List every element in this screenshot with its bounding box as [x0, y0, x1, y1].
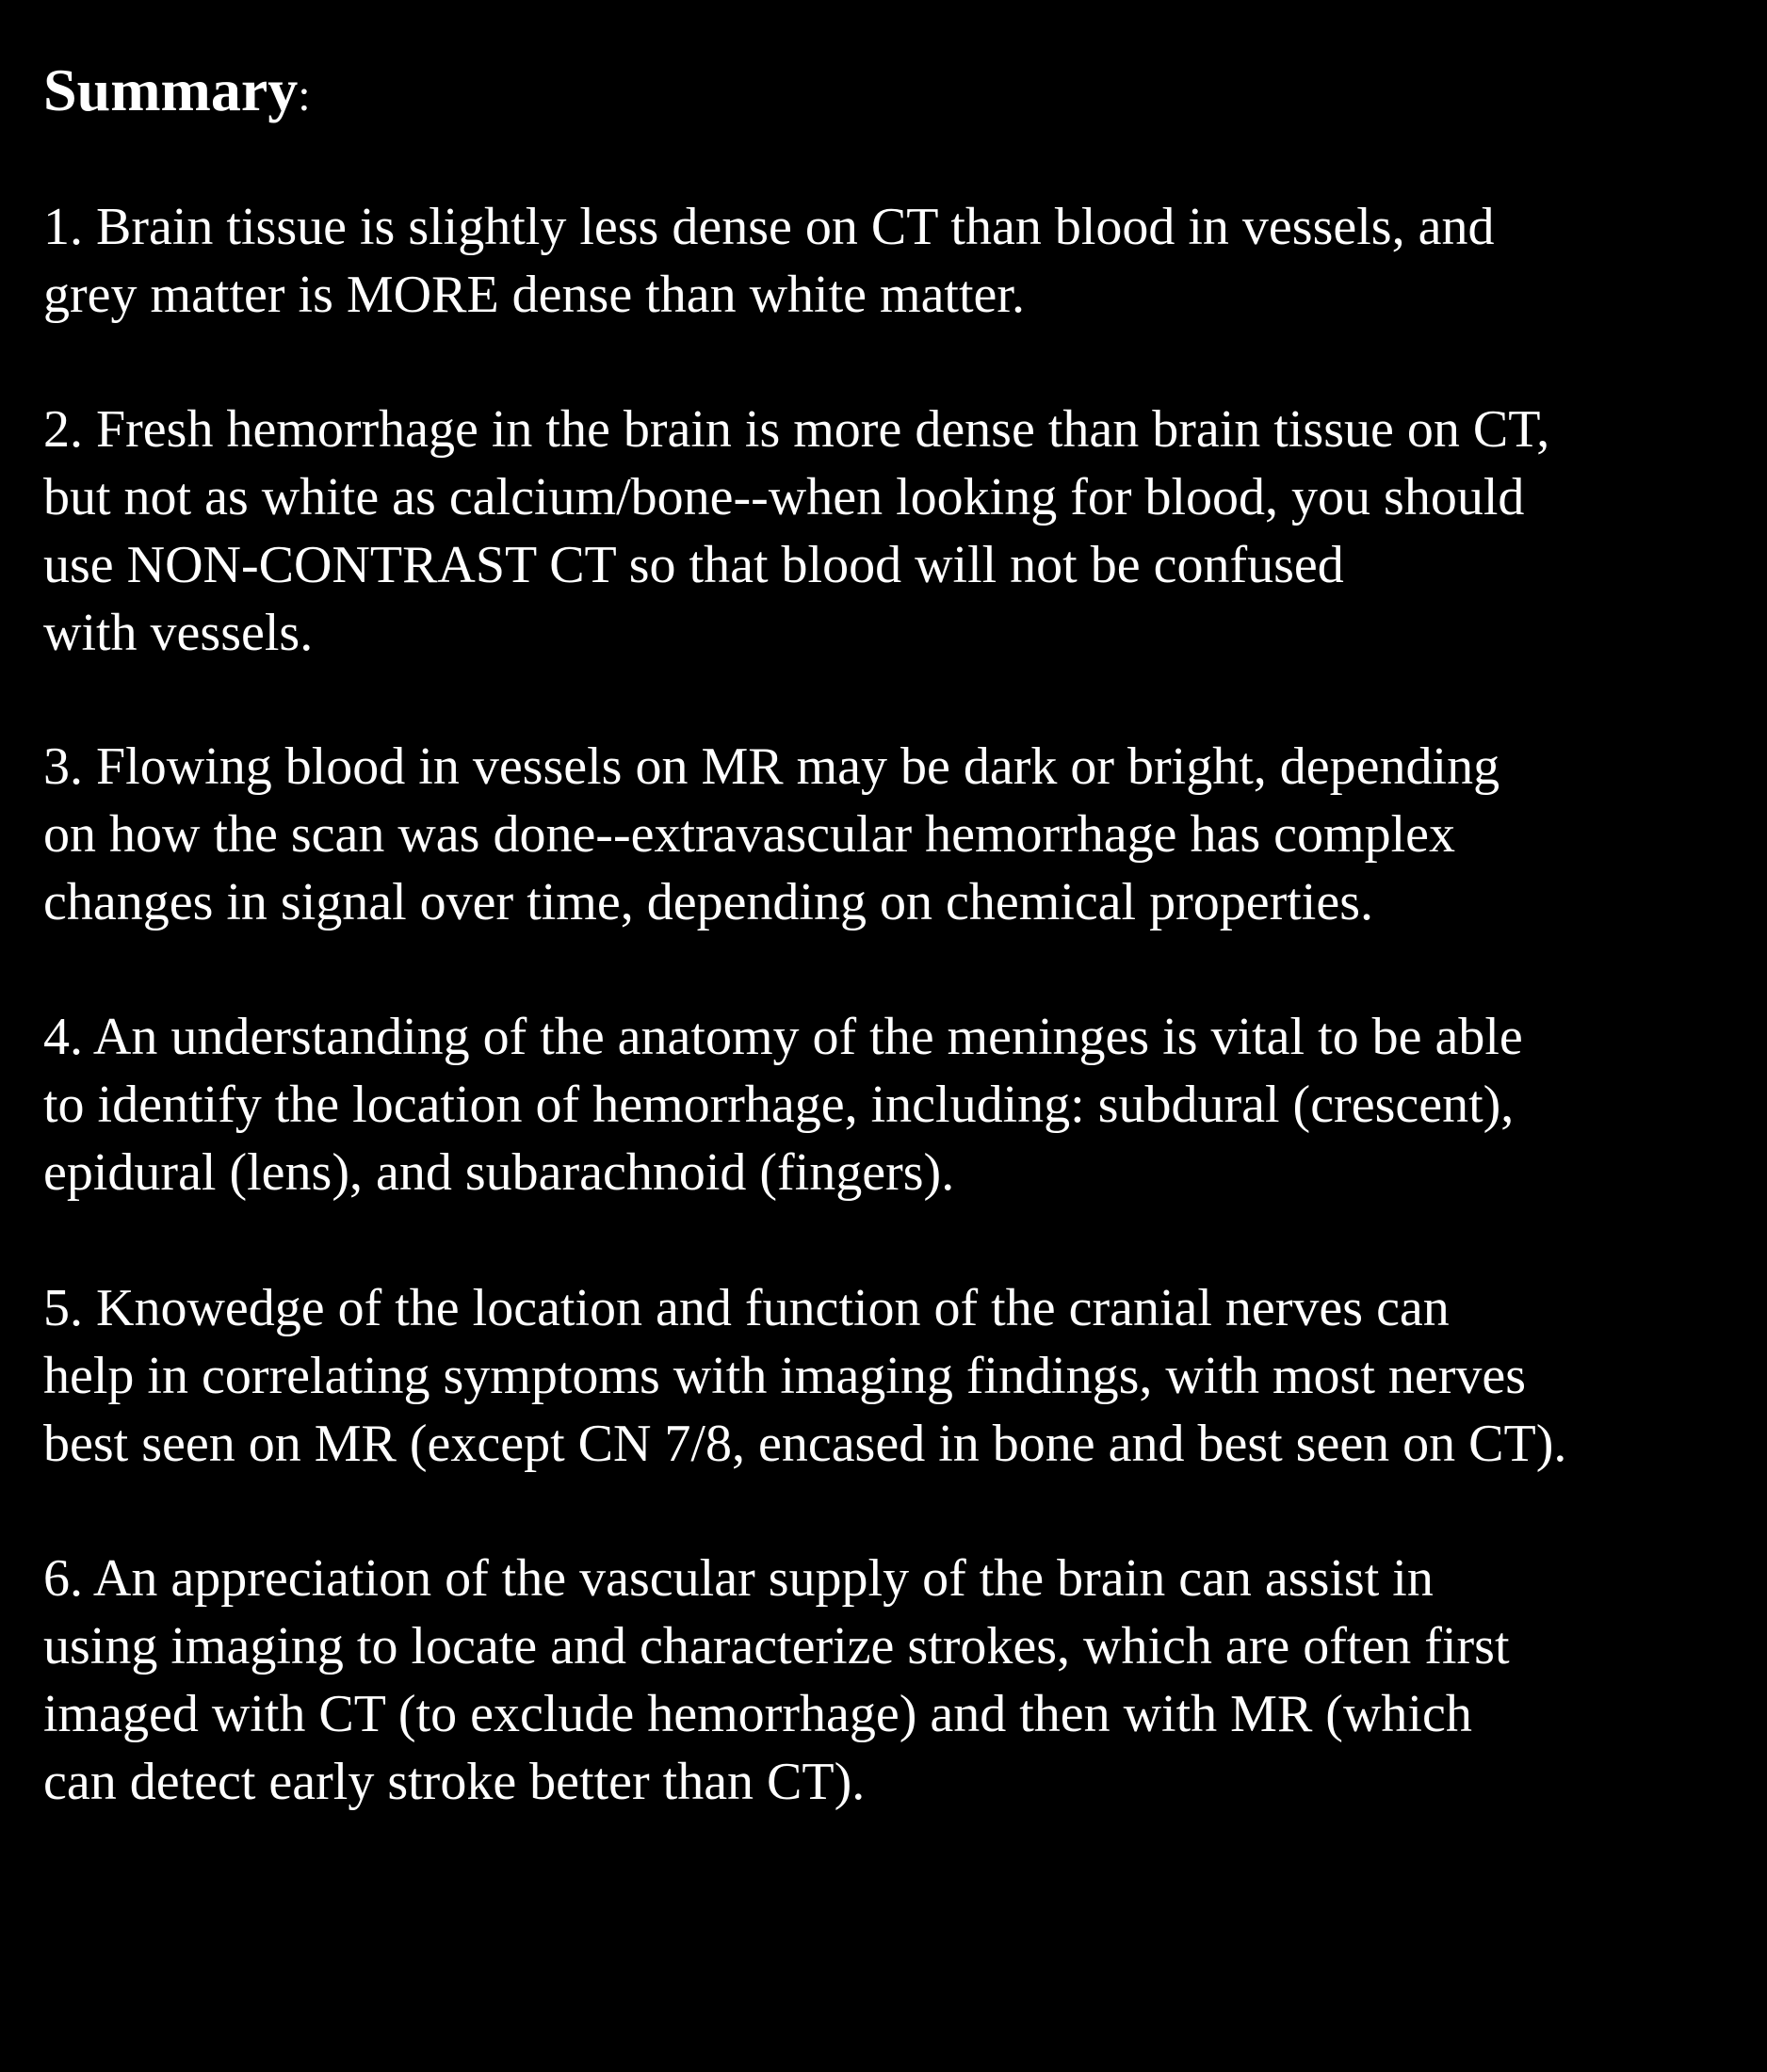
title-text: Summary: [43, 57, 299, 123]
summary-point-5-line-2: help in correlating symptoms with imaging findings, with most nerves: [43, 1347, 1527, 1405]
summary-point-1-line-1: 1. Brain tissue is slightly less dense on CT than blood in vessels, and: [43, 198, 1495, 256]
summary-point-4: [43, 1003, 1523, 1206]
summary-point-4-line-1: 4. An understanding of the anatomy of the meninges is vital to be able: [43, 1008, 1523, 1066]
summary-point-6-line-4: can detect early stroke better than CT).: [43, 1753, 866, 1811]
summary-point-1-line-2: grey matter is MORE dense than white matter.: [43, 266, 1025, 324]
summary-point-1: [43, 193, 1494, 329]
summary-point-5-line-1: 5. Knowedge of the location and function of the cranial nerves can: [43, 1279, 1450, 1337]
summary-point-6-line-1: 6. An appreciation of the vascular supply of the brain can assist in: [43, 1549, 1434, 1608]
summary-point-3-line-2: on how the scan was done--extravascular hemorrhage has complex: [43, 805, 1455, 864]
summary-point-5-line-3: best seen on MR (except CN 7/8, encased in bone and best seen on CT).: [43, 1415, 1567, 1473]
summary-point-2-line-4: with vessels.: [43, 604, 314, 662]
summary-point-4-line-2: to identify the location of hemorrhage, including: subdural (crescent),: [43, 1076, 1515, 1134]
page-title: [43, 53, 311, 134]
title-colon: :: [298, 71, 311, 121]
summary-point-6-line-3: imaged with CT (to exclude hemorrhage) and then with MR (which: [43, 1685, 1472, 1743]
summary-point-2-line-1: 2. Fresh hemorrhage in the brain is more dense than brain tissue on CT,: [43, 400, 1550, 459]
summary-point-4-line-3: epidural (lens), and subarachnoid (fingers).: [43, 1143, 955, 1202]
summary-point-2: [43, 396, 1549, 667]
summary-point-3-line-1: 3. Flowing blood in vessels on MR may be dark or bright, depending: [43, 737, 1500, 796]
summary-point-2-line-2: but not as white as calcium/bone--when looking for blood, you should: [43, 468, 1525, 526]
summary-point-3: [43, 733, 1500, 936]
summary-point-3-line-3: changes in signal over time, depending on chemical properties.: [43, 873, 1374, 931]
summary-point-6-line-2: using imaging to locate and characterize strokes, which are often first: [43, 1617, 1510, 1675]
summary-point-5: [43, 1274, 1566, 1478]
summary-point-6: [43, 1545, 1510, 1816]
summary-point-2-line-3: use NON-CONTRAST CT so that blood will not be confused: [43, 536, 1344, 594]
